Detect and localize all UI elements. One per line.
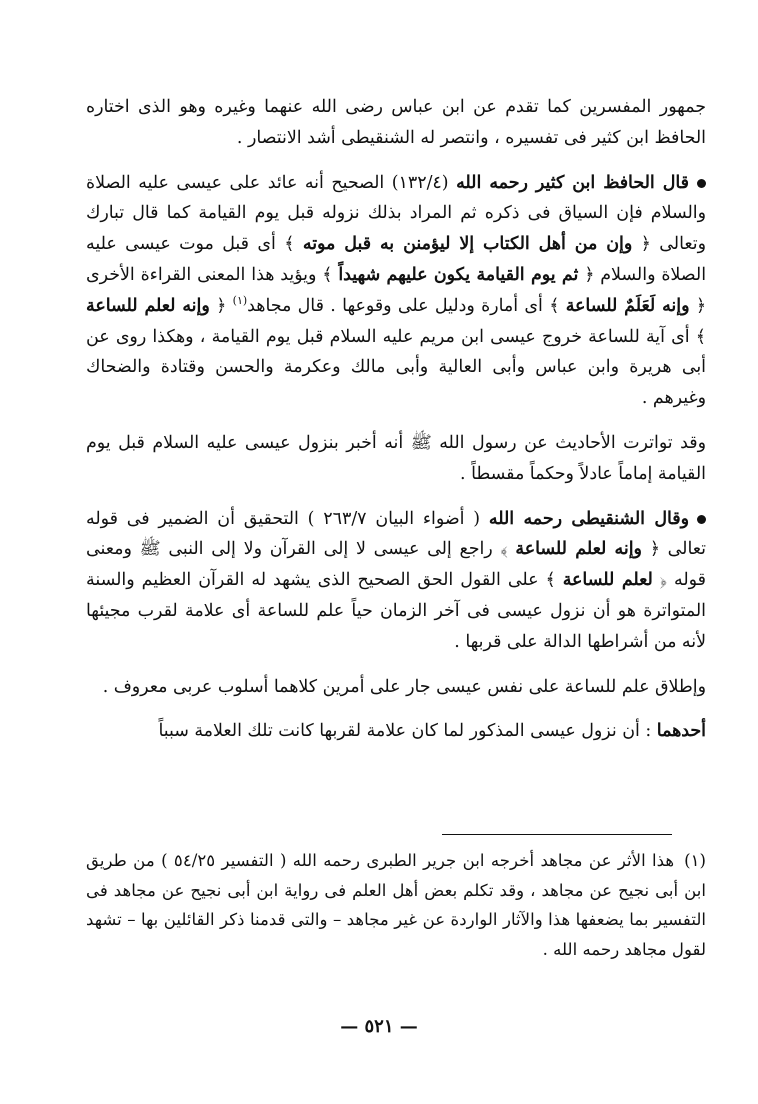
- bold-text: وإنه لَعَلَمٌ للساعة: [565, 295, 690, 316]
- paragraph-4-shanqiti: [86, 504, 706, 658]
- body-text: وقد تواترت الأحاديث عن رسول الله ﷺ أنه أخبر بنزول عيسى عليه السلام قبل يوم القيامة إماماً عادلاً وحكماً مقسطاً .: [86, 432, 706, 484]
- quran-bracket: ﴾: [500, 539, 516, 560]
- footnote-divider: [442, 834, 672, 835]
- bold-text: وإن من أهل الكتاب إلا ليؤمنن به قبل موته: [302, 234, 633, 255]
- body-text: وإطلاق علم للساعة على نفس عيسى جار على أمرين كلاهما أسلوب عربى معروف .: [102, 676, 706, 697]
- footnote-text: هذا الأثر عن مجاهد أخرجه ابن جرير الطبرى رحمه الله ( التفسير ٥٤/٢٥ ) من طريق ابن أبى نجيح عن مجاهد ، وقد تكلم بعض أهل العلم فى رواية ابن أبى نجيح عن مجاهد فى التفسير بما يضعفها هذا والآثار الواردة عن غير مجاهد – والتى قدمنا ذكر القائلين بها – تشهد لقول مجاهد رحمه الله .: [86, 851, 706, 959]
- body-text: ويؤيد هذا المعنى القراءة الأخرى: [86, 264, 323, 285]
- bullet-point: [697, 179, 706, 188]
- page-number: — ٥٢١ —: [340, 1016, 418, 1037]
- footnote-reference: (١): [232, 293, 248, 307]
- quran-bracket: ﴾: [695, 326, 706, 347]
- body-text: راجع إلى عيسى لا إلى القرآن ولا إلى النبى ﷺ ومعنى قوله: [86, 539, 706, 591]
- body-text: : أن نزول عيسى المذكور لما كان علامة لقربها كانت تلك العلامة سبباً: [158, 721, 657, 742]
- bold-text: وقال الشنقيطى رحمه الله: [488, 508, 690, 529]
- bold-text: ثم يوم القيامة يكون عليهم شهيداً: [338, 264, 579, 285]
- body-text: ( أضواء البيان ٢٦٣/٧ ) التحقيق أن الضمير فى قوله تعالى: [86, 508, 706, 560]
- bold-text: وإنه لعلم للساعة: [86, 295, 210, 316]
- bold-text: قال الحافظ ابن كثير رحمه الله: [456, 172, 689, 193]
- quran-bracket: ﴿: [209, 295, 227, 316]
- quran-bracket: ﴿: [632, 234, 651, 255]
- paragraph-6-ahaduhuma: [86, 716, 706, 747]
- footnote-number: (١): [684, 851, 707, 870]
- paragraph-5-itlaq: [86, 672, 706, 703]
- paragraph-1: [86, 92, 706, 154]
- body-text: جمهور المفسرين كما تقدم عن ابن عباس رضى الله عنهما وغيره وهو الذى اختاره الحافظ ابن كثير فى تفسيره ، وانتصر له الشنقيطى أشد الانتصار .: [86, 97, 706, 148]
- footnote: [86, 846, 706, 964]
- quran-bracket: ﴿: [578, 264, 595, 285]
- quran-bracket: ﴾: [322, 264, 339, 285]
- bold-text: وإنه لعلم للساعة: [515, 539, 642, 560]
- bold-text: لعلم للساعة: [562, 570, 653, 591]
- quran-bracket: ﴿: [689, 295, 707, 316]
- body-text: على القول الحق الصحيح الذى يشهد له القرآن العظيم والسنة المتواترة هو أن نزول عيسى فى آخر الزمان حياً علم للساعة أى علامة لقرب مجيئها لأنه من أشراطها الدالة على قربها .: [86, 570, 706, 652]
- quran-bracket: ﴾: [284, 234, 303, 255]
- bold-text: أحدهما: [656, 721, 706, 742]
- page-body: [86, 92, 706, 747]
- quran-bracket: ﴿: [652, 570, 668, 591]
- paragraph-3-hadith: [86, 428, 706, 490]
- quran-bracket: ﴿: [641, 539, 660, 560]
- quran-bracket: ﴾: [545, 570, 563, 591]
- body-text: أى قبل موت عيسى عليه الصلاة والسلام: [86, 234, 707, 285]
- quran-bracket: ﴾: [549, 295, 566, 316]
- paragraph-2-ibn-kathir: [86, 168, 706, 414]
- bullet-point: [697, 515, 706, 524]
- body-text: أى آية للساعة خروج عيسى ابن مريم عليه السلام قبل يوم القيامة ، وهكذا روى عن أبى هريرة وابن عباس وأبى العالية وأبى مالك وعكرمة والحسن وقتادة والضحاك وغيرهم .: [86, 326, 706, 409]
- body-text: أى أمارة ودليل على وقوعها . قال مجاهد: [247, 295, 550, 316]
- body-text: (١٣٢/٤) الصحيح أنه عائد على عيسى عليه الصلاة والسلام فإن السياق فى ذكره ثم المراد بذلك نزوله قبل يوم القيامة كما قال تبارك وتعالى: [86, 172, 707, 255]
